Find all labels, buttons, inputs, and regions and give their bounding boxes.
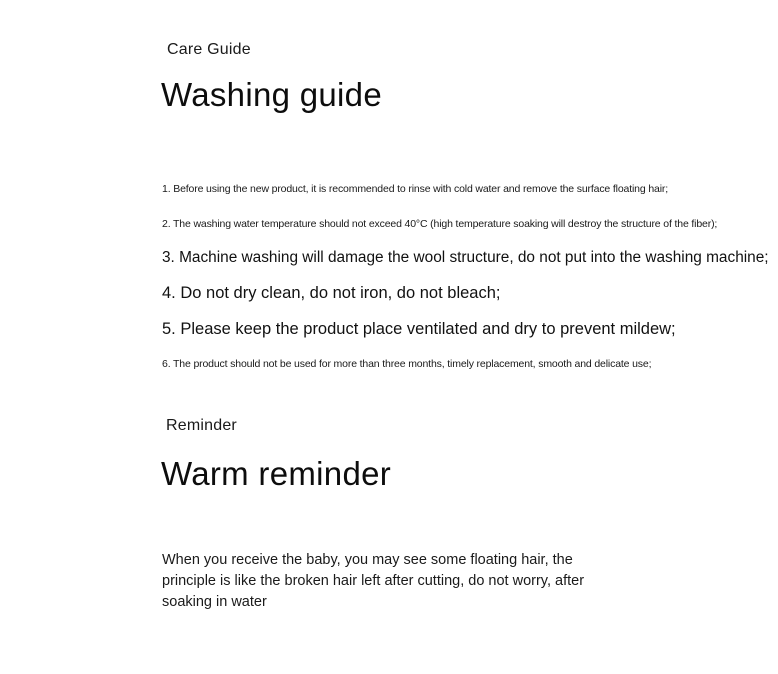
care-item-4: 4. Do not dry clean, do not iron, do not bleach; [162, 284, 501, 302]
reminder-kicker: Reminder [166, 417, 237, 434]
care-item-6: 6. The product should not be used for more than three months, timely replacement, smooth and delicate use; [162, 358, 652, 370]
care-item-5: 5. Please keep the product place ventilated and dry to prevent mildew; [162, 320, 676, 338]
care-item-2: 2. The washing water temperature should not exceed 40°C (high temperature soaking will destroy the structure of the fiber); [162, 218, 718, 230]
reminder-body: When you receive the baby, you may see some floating hair, the principle is like the broken hair left after cutting, do not worry, after soaking in water [162, 552, 585, 610]
washing-guide-title: Washing guide [161, 76, 382, 113]
care-guide-kicker: Care Guide [167, 41, 251, 58]
warm-reminder-title: Warm reminder [161, 455, 392, 492]
care-item-3: 3. Machine washing will damage the wool structure, do not put into the washing machine; [162, 249, 769, 266]
care-item-1: 1. Before using the new product, it is recommended to rinse with cold water and remove the surface floating hair; [162, 183, 668, 195]
